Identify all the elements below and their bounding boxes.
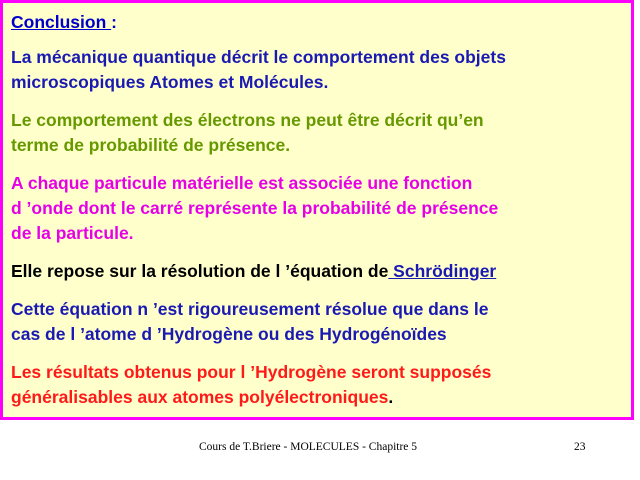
heading-label: Conclusion [11, 12, 112, 32]
paragraph-line: A chaque particule matérielle est associée une fonction [11, 173, 473, 193]
footer-page-number: 23 [574, 441, 586, 453]
slide-content [11, 10, 631, 423]
paragraph-line: La mécanique quantique décrit le comportement des objets [11, 47, 506, 67]
paragraph-line: Le comportement des électrons ne peut être décrit qu’en [11, 110, 484, 130]
footer-course-title: Cours de T.Briere - MOLECULES - Chapitre 5 [199, 441, 418, 453]
paragraph-line: de la particule. [11, 223, 134, 243]
heading-colon: : [111, 12, 117, 32]
paragraph-line: Cette équation n ’est rigoureusement résolue que dans le [11, 299, 489, 319]
paragraph-text: généralisables aux atomes polyélectroniques [11, 387, 389, 407]
slide-heading [11, 10, 631, 35]
closing-period: . [388, 387, 394, 407]
paragraph-line: cas de l ’atome d ’Hydrogène ou des Hydrogénoïdes [11, 324, 447, 344]
paragraph-line: terme de probabilité de présence. [11, 135, 291, 155]
paragraph-wave-function [11, 171, 631, 246]
schrodinger-link[interactable]: Schrödinger [388, 261, 497, 281]
paragraph-line: microscopiques Atomes et Molécules. [11, 72, 329, 92]
paragraph-line [11, 385, 631, 410]
paragraph-hydrogen-solution [11, 297, 631, 347]
paragraph-schrodinger [11, 259, 631, 284]
paragraph-text: Elle repose sur la résolution de l ’équation de [11, 261, 389, 281]
paragraph-generalization [11, 360, 631, 410]
paragraph-line: d ’onde dont le carré représente la probabilité de présence [11, 198, 499, 218]
paragraph-electron-behavior [11, 108, 631, 158]
paragraph-quantum-mechanics [11, 45, 631, 95]
paragraph-line: Les résultats obtenus pour l ’Hydrogène seront supposés [11, 362, 492, 382]
